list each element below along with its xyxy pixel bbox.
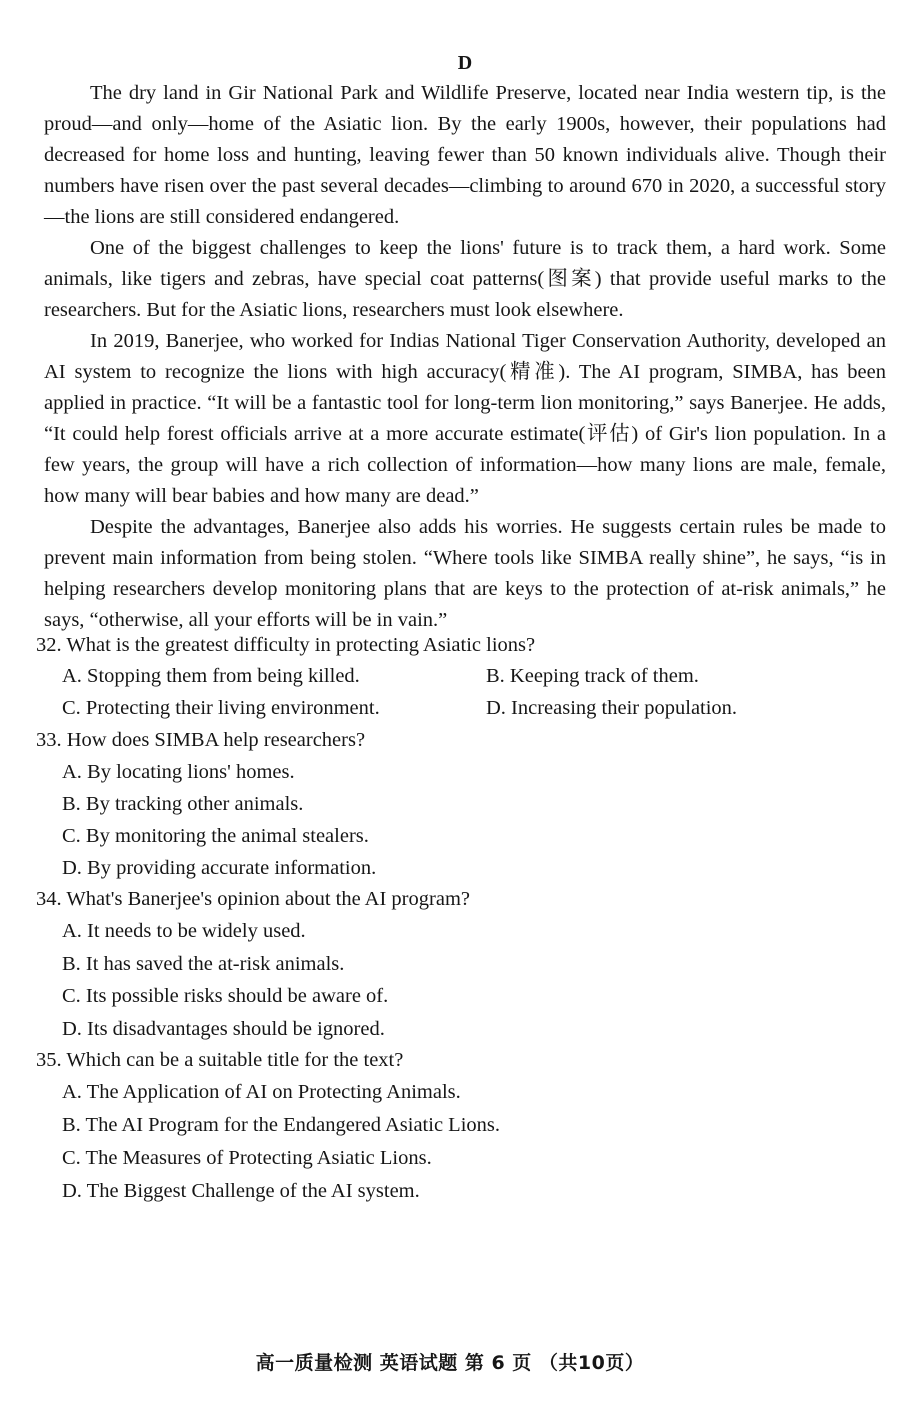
- option-d: D. The Biggest Challenge of the AI system.: [62, 1180, 420, 1202]
- question-stem: 34. What's Banerjee's opinion about the AI program?: [36, 888, 470, 910]
- option-d: D. Its disadvantages should be ignored.: [62, 1017, 385, 1040]
- option-a: A. It needs to be widely used.: [62, 920, 306, 942]
- option-a: A. The Application of AI on Protecting Animals.: [62, 1081, 461, 1103]
- paragraph-2: One of the biggest challenges to keep the lions' future is to track them, a hard work. Some animals, like tigers and zebras, have special coat patterns(图案) that provide useful marks to the researchers. But for the Asiatic lions, researchers must look elsewhere.: [44, 237, 886, 321]
- question-32: [36, 630, 886, 725]
- page-footer: 高一质量检测 英语试题 第 6 页 （共10页）: [255, 1352, 645, 1374]
- option-b: B. The AI Program for the Endangered Asiatic Lions.: [62, 1114, 500, 1136]
- option-b: B. Keeping track of them.: [486, 665, 699, 687]
- question-stem: 33. How does SIMBA help researchers?: [36, 729, 366, 751]
- option-c: C. Its possible risks should be aware of.: [62, 985, 389, 1007]
- option-a: A. Stopping them from being killed.: [62, 665, 360, 687]
- question-stem: 35. Which can be a suitable title for the text?: [36, 1049, 404, 1071]
- paragraph-4: Despite the advantages, Banerjee also adds his worries. He suggests certain rules be made to prevent main information from being stolen. “Where tools like SIMBA really shine”, he says, “is in helping researchers develop monitoring plans that are keys to the protection of at-risk animals,” he says, “otherwise, all your efforts will be in vain.”: [44, 516, 886, 631]
- option-b: B. By tracking other animals.: [62, 793, 304, 815]
- question-34: [36, 884, 886, 1045]
- answer-options: [62, 1076, 886, 1208]
- section-heading: D: [457, 52, 473, 74]
- option-b: B. It has saved the at-risk animals.: [62, 952, 345, 975]
- paragraph-1: The dry land in Gir National Park and Wildlife Preserve, located near India western tip, is the proud—and only—home of the Asiatic lion. By the early 1900s, however, their populations had decreased for home loss and hunting, leaving fewer than 50 known individuals alive. Though their numbers have risen over the past several decades—climbing to around 670 in 2020, a successful story—the lions are still considered endangered.: [44, 82, 886, 228]
- option-d: D. By providing accurate information.: [62, 857, 377, 879]
- question-stem: 32. What is the greatest difficulty in protecting Asiatic lions?: [36, 634, 536, 656]
- option-c: C. The Measures of Protecting Asiatic Lions.: [62, 1147, 432, 1169]
- question-33: [36, 725, 886, 884]
- option-d: D. Increasing their population.: [486, 697, 738, 719]
- answer-options: [62, 756, 886, 884]
- option-c: C. By monitoring the animal stealers.: [62, 825, 369, 847]
- reading-passage: [44, 78, 886, 636]
- answer-options: [62, 915, 886, 1045]
- option-c: C. Protecting their living environment.: [62, 697, 380, 719]
- question-list: [36, 630, 886, 1208]
- option-a: A. By locating lions' homes.: [62, 761, 295, 783]
- paragraph-3: In 2019, Banerjee, who worked for Indias National Tiger Conservation Authority, developed an AI system to recognize the lions with high accuracy(精准). The AI program, SIMBA, has been applied in practice. “It will be a fantastic tool for long-term lion monitoring,” says Banerjee. He adds, “It could help forest officials arrive at a more accurate estimate(评估) of Gir's lion population. In a few years, the group will have a rich collection of information—how many lions are male, female, how many will bear babies and how many are dead.”: [44, 330, 886, 507]
- question-35: [36, 1045, 886, 1208]
- answer-options: [62, 661, 886, 725]
